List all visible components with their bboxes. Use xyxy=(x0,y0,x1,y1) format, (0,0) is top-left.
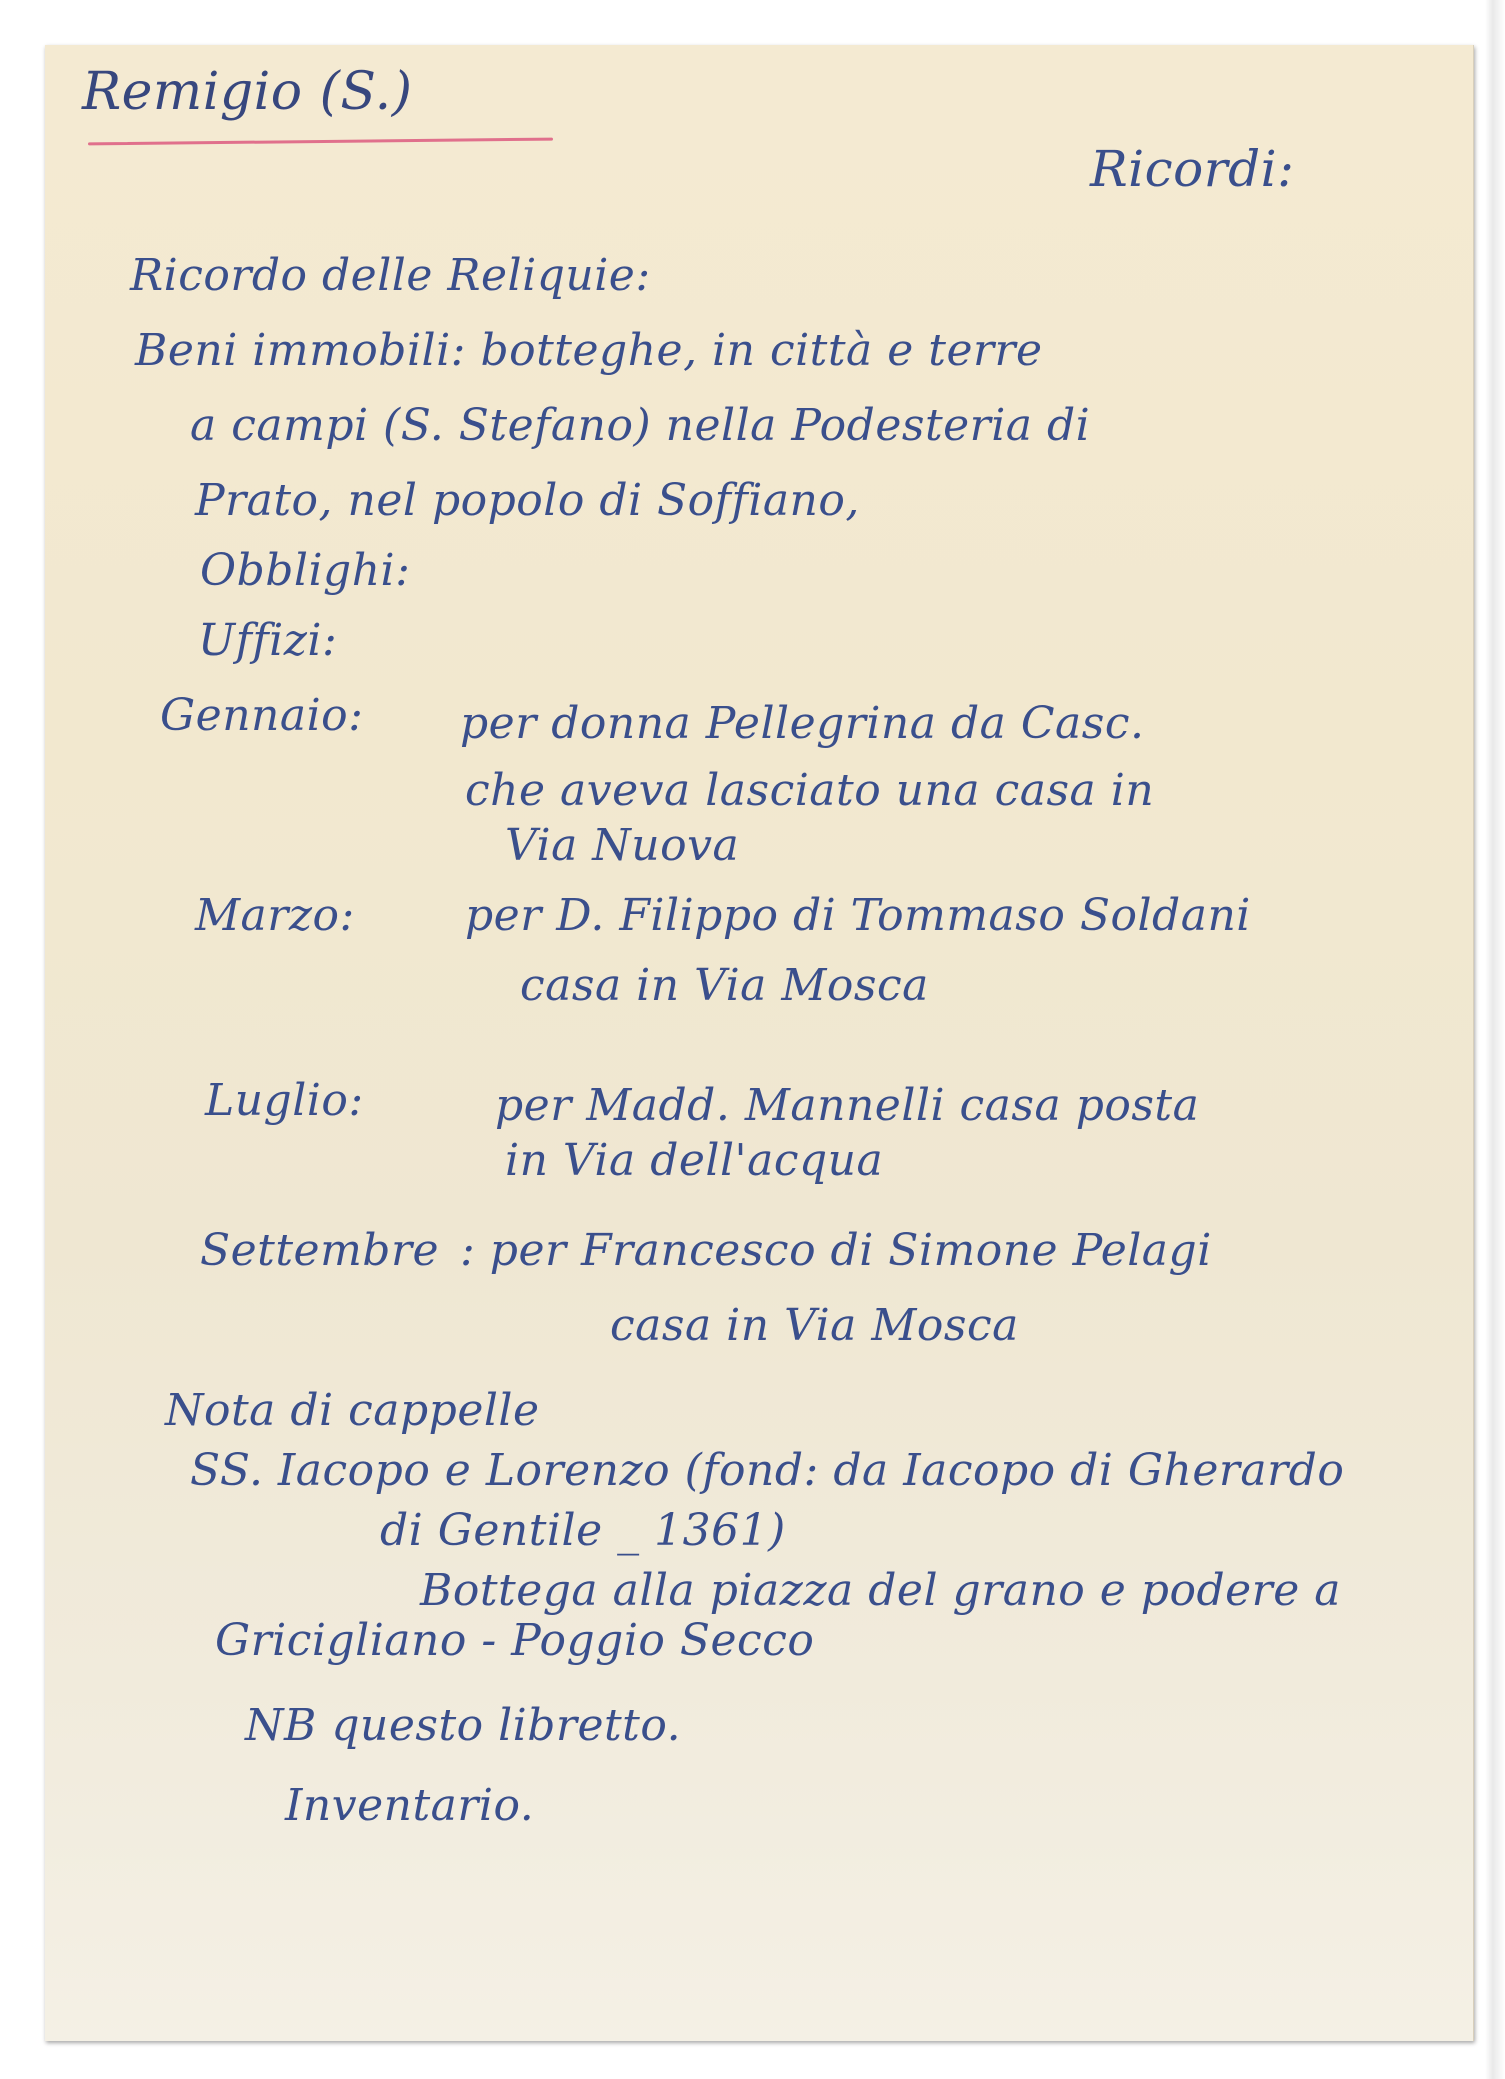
text-line: a campi (S. Stefano) nella Podesteria di xyxy=(190,400,1091,451)
entry-line: casa in Via Mosca xyxy=(520,960,929,1011)
entry-line: per Madd. Mannelli casa posta xyxy=(495,1080,1200,1131)
entry-line: in Via dell'acqua xyxy=(505,1135,884,1186)
month-label: Marzo: xyxy=(195,890,355,941)
entry-line: per D. Filippo di Tommaso Soldani xyxy=(465,890,1251,941)
month-label: Gennaio: xyxy=(160,690,364,741)
entry-line: Via Nuova xyxy=(505,820,740,871)
note-line: SS. Iacopo e Lorenzo (fond: da Iacopo di Gherardo xyxy=(190,1445,1345,1496)
note-line: Inventario. xyxy=(285,1780,535,1831)
note-line: NB questo libretto. xyxy=(245,1700,682,1751)
note-line: di Gentile _ 1361) xyxy=(380,1505,786,1556)
card-title: Remigio (S.) xyxy=(82,62,413,122)
month-label: Luglio: xyxy=(205,1075,364,1126)
note-heading: Nota di cappelle xyxy=(165,1385,540,1436)
text-line: Prato, nel popolo di Soffiano, xyxy=(195,475,860,526)
note-line: Gricigliano - Poggio Secco xyxy=(215,1615,815,1666)
month-label: Settembre xyxy=(200,1225,440,1276)
text-line: Ricordo delle Reliquie: xyxy=(130,250,651,301)
note-line: Bottega alla piazza del grano e podere a xyxy=(420,1565,1341,1616)
text-line: Beni immobili: botteghe, in città e terre xyxy=(135,325,1043,376)
entry-line: : per Francesco di Simone Pelagi xyxy=(460,1225,1212,1276)
text-line: Uffizi: xyxy=(198,615,338,666)
text-line: Obblighi: xyxy=(200,545,411,596)
card-category: Ricordi: xyxy=(1090,140,1295,198)
scanner-edge xyxy=(1485,0,1505,2079)
entry-line: che aveva lasciato una casa in xyxy=(465,765,1155,816)
entry-line: per donna Pellegrina da Casc. xyxy=(460,698,1145,749)
entry-line: casa in Via Mosca xyxy=(610,1300,1019,1351)
